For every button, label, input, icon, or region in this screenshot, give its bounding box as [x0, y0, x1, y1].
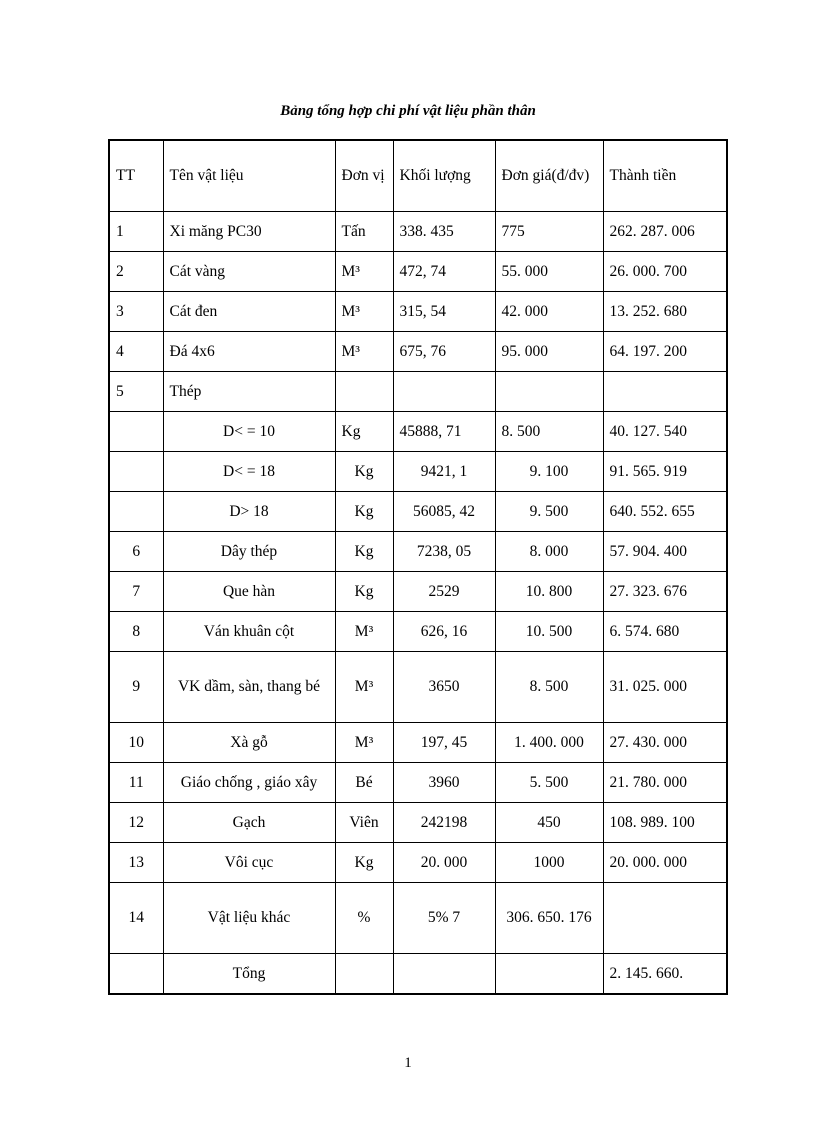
row-number	[109, 492, 163, 532]
material-name: Que hàn	[163, 572, 335, 612]
total-amount: 27. 323. 676	[603, 572, 727, 612]
header-quantity: Khối lượng	[393, 140, 495, 212]
material-name: Dây thép	[163, 532, 335, 572]
total-amount: 108. 989. 100	[603, 803, 727, 843]
header-material-name: Tên vật liệu	[163, 140, 335, 212]
total-amount	[603, 372, 727, 412]
header-unit: Đơn vị	[335, 140, 393, 212]
table-header-row	[109, 140, 727, 212]
unit-price: 1. 400. 000	[495, 723, 603, 763]
row-number: 4	[109, 332, 163, 372]
material-name: Giáo chống , giáo xây	[163, 763, 335, 803]
row-number: 11	[109, 763, 163, 803]
unit: M³	[335, 332, 393, 372]
quantity: 675, 76	[393, 332, 495, 372]
unit: M³	[335, 612, 393, 652]
quantity: 338. 435	[393, 212, 495, 252]
material-name: Ván khuân cột	[163, 612, 335, 652]
unit: Bé	[335, 763, 393, 803]
total-amount: 40. 127. 540	[603, 412, 727, 452]
total-amount: 640. 552. 655	[603, 492, 727, 532]
quantity: 242198	[393, 803, 495, 843]
unit-price: 9. 100	[495, 452, 603, 492]
unit-price: 95. 000	[495, 332, 603, 372]
row-number: 6	[109, 532, 163, 572]
row-number: 14	[109, 883, 163, 954]
quantity: 472, 74	[393, 252, 495, 292]
material-name: Xà gỗ	[163, 723, 335, 763]
row-number	[109, 954, 163, 995]
material-name: Cát đen	[163, 292, 335, 332]
header-unit-price: Đơn giá(đ/đv)	[495, 140, 603, 212]
row-number: 12	[109, 803, 163, 843]
unit-price: 9. 500	[495, 492, 603, 532]
table-row	[109, 723, 727, 763]
unit-price: 8. 500	[495, 412, 603, 452]
material-name: Cát vàng	[163, 252, 335, 292]
row-number: 8	[109, 612, 163, 652]
unit-price: 8. 500	[495, 652, 603, 723]
quantity: 197, 45	[393, 723, 495, 763]
total-amount: 20. 000. 000	[603, 843, 727, 883]
unit-price: 42. 000	[495, 292, 603, 332]
quantity: 56085, 42	[393, 492, 495, 532]
unit-price: 10. 500	[495, 612, 603, 652]
unit-price: 1000	[495, 843, 603, 883]
quantity: 5% 7	[393, 883, 495, 954]
row-number	[109, 412, 163, 452]
total-amount: 262. 287. 006	[603, 212, 727, 252]
table-body	[109, 212, 727, 995]
unit-price: 55. 000	[495, 252, 603, 292]
unit-price: 450	[495, 803, 603, 843]
quantity	[393, 372, 495, 412]
table-row	[109, 492, 727, 532]
total-amount: 26. 000. 700	[603, 252, 727, 292]
row-number: 2	[109, 252, 163, 292]
material-name: Vật liệu khác	[163, 883, 335, 954]
header-tt: TT	[109, 140, 163, 212]
unit: M³	[335, 723, 393, 763]
table-row	[109, 412, 727, 452]
table-row	[109, 883, 727, 954]
quantity: 2529	[393, 572, 495, 612]
table-row	[109, 652, 727, 723]
unit-price: 5. 500	[495, 763, 603, 803]
material-name: Thép	[163, 372, 335, 412]
material-name: Tổng	[163, 954, 335, 995]
quantity: 315, 54	[393, 292, 495, 332]
material-name: Gạch	[163, 803, 335, 843]
material-name: D< = 10	[163, 412, 335, 452]
quantity: 45888, 71	[393, 412, 495, 452]
unit: Kg	[335, 572, 393, 612]
table-row	[109, 803, 727, 843]
row-number	[109, 452, 163, 492]
total-amount: 27. 430. 000	[603, 723, 727, 763]
document-title: Bảng tổng hợp chi phí vật liệu phần thân	[280, 103, 536, 119]
quantity: 20. 000	[393, 843, 495, 883]
row-number: 5	[109, 372, 163, 412]
unit: Kg	[335, 452, 393, 492]
total-amount: 13. 252. 680	[603, 292, 727, 332]
unit	[335, 372, 393, 412]
material-name: D< = 18	[163, 452, 335, 492]
row-number: 13	[109, 843, 163, 883]
quantity: 626, 16	[393, 612, 495, 652]
total-amount: 6. 574. 680	[603, 612, 727, 652]
unit	[335, 954, 393, 995]
row-number: 3	[109, 292, 163, 332]
material-name: VK dầm, sàn, thang bé	[163, 652, 335, 723]
page-number: 1	[404, 1055, 412, 1071]
total-amount: 91. 565. 919	[603, 452, 727, 492]
header-total: Thành tiền	[603, 140, 727, 212]
row-number: 1	[109, 212, 163, 252]
total-amount: 57. 904. 400	[603, 532, 727, 572]
total-amount: 21. 780. 000	[603, 763, 727, 803]
unit-price: 306. 650. 176	[495, 883, 603, 954]
table-row	[109, 332, 727, 372]
material-name: D> 18	[163, 492, 335, 532]
quantity: 7238, 05	[393, 532, 495, 572]
total-amount: 64. 197. 200	[603, 332, 727, 372]
unit: Kg	[335, 532, 393, 572]
quantity: 3960	[393, 763, 495, 803]
unit-price	[495, 372, 603, 412]
table-row	[109, 763, 727, 803]
material-cost-table	[108, 139, 728, 995]
material-name: Vôi cục	[163, 843, 335, 883]
table-row	[109, 572, 727, 612]
unit: Kg	[335, 492, 393, 532]
table-row	[109, 532, 727, 572]
unit: %	[335, 883, 393, 954]
material-name: Xi măng PC30	[163, 212, 335, 252]
unit: Viên	[335, 803, 393, 843]
row-number: 7	[109, 572, 163, 612]
table-row	[109, 292, 727, 332]
unit: M³	[335, 652, 393, 723]
material-name: Đá 4x6	[163, 332, 335, 372]
table-row	[109, 843, 727, 883]
table-row	[109, 252, 727, 292]
unit-price: 10. 800	[495, 572, 603, 612]
unit: M³	[335, 252, 393, 292]
total-amount: 2. 145. 660.	[603, 954, 727, 995]
unit-price: 8. 000	[495, 532, 603, 572]
row-number: 10	[109, 723, 163, 763]
row-number: 9	[109, 652, 163, 723]
unit: Kg	[335, 412, 393, 452]
unit: M³	[335, 292, 393, 332]
total-amount: 31. 025. 000	[603, 652, 727, 723]
table-row	[109, 954, 727, 995]
table-row	[109, 452, 727, 492]
table-row	[109, 372, 727, 412]
table-row	[109, 212, 727, 252]
unit: Tấn	[335, 212, 393, 252]
quantity	[393, 954, 495, 995]
quantity: 9421, 1	[393, 452, 495, 492]
quantity: 3650	[393, 652, 495, 723]
total-amount	[603, 883, 727, 954]
unit-price	[495, 954, 603, 995]
table-row	[109, 612, 727, 652]
unit: Kg	[335, 843, 393, 883]
unit-price: 775	[495, 212, 603, 252]
